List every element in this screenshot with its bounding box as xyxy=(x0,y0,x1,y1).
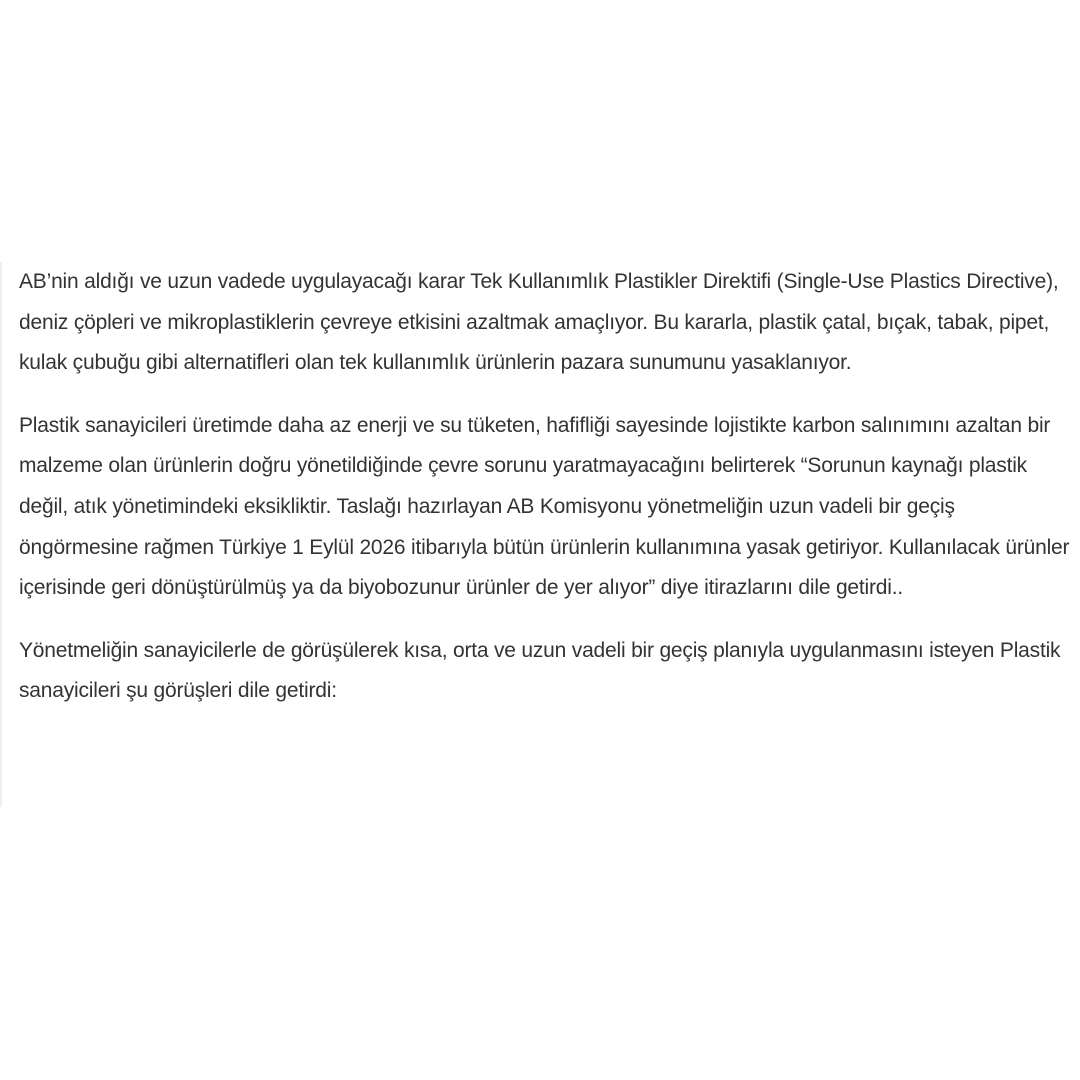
paragraph-2: Plastik sanayicileri üretimde daha az enerji ve su tüketen, hafifliği sayesinde lojistikte karbon salınımını azaltan bir malzeme olan ürünlerin doğru yönetildiğinde çevre sorunu yaratmayacağını belirterek “Sorunun kaynağı plastik değil, atık yönetimindeki eksikliktir. Taslağı hazırlayan AB Komisyonu yönetmeliğin uzun vadeli bir geçiş öngörmesine rağmen Türkiye 1 Eylül 2026 itibarıyla bütün ürünlerin kullanımına yasak getiriyor. Kullanılacak ürünler içerisinde geri dönüştürülmüş ya da biyobozunur ürünler de yer alıyor” diye itirazlarını dile getirdi.. xyxy=(19,413,1070,600)
paragraph-1: AB’nin aldığı ve uzun vadede uygulayacağı karar Tek Kullanımlık Plastikler Direktifi (Single-Use Plastics Directive), deniz çöpleri ve mikroplastiklerin çevreye etkisini azaltmak amaçlıyor. Bu kararla, plastik çatal, bıçak, tabak, pipet, kulak çubuğu gibi alternatifleri olan tek kullanımlık ürünlerin pazara sunumunu yasaklanıyor. xyxy=(19,270,1059,375)
paragraph-3: Yönetmeliğin sanayicilerle de görüşülerek kısa, orta ve uzun vadeli bir geçiş planıyla uygulanmasını isteyen Plastik sanayicileri şu görüşleri dile getirdi: xyxy=(19,638,1061,703)
article-body xyxy=(0,262,1080,807)
